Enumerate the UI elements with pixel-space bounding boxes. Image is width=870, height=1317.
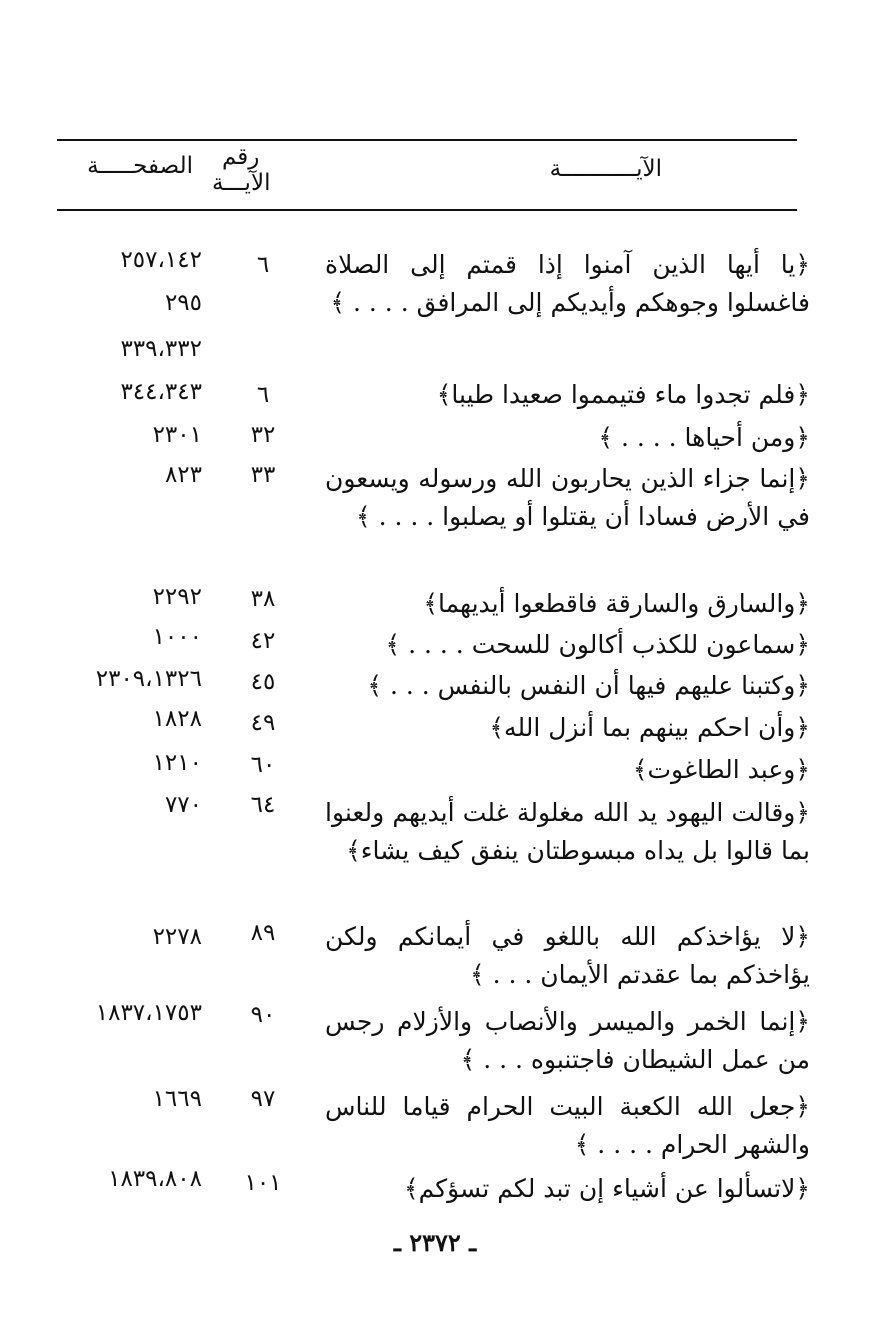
- page-reference: ٢٣٠٩،١٣٢٦: [95, 666, 202, 692]
- ayah-number: ١٠١: [244, 1170, 282, 1196]
- ayah-text: ﴿وكتبنا عليهم فيها أن النفس بالنفس . . . ﴾: [367, 671, 810, 700]
- page-reference: ١٠٠٠: [152, 624, 202, 650]
- ayah-number: ٦: [256, 252, 270, 278]
- top-rule: [57, 139, 797, 141]
- page-reference: ٢٣٠١: [152, 422, 202, 448]
- ayah-text: ﴿ومن أحياها . . . . ﴾: [598, 423, 810, 452]
- ayah-number: ٩٧: [250, 1086, 276, 1112]
- ayah-number: ٣٣: [250, 462, 276, 488]
- page-reference: ١٢١٠: [152, 750, 202, 776]
- page-reference: ٣٣٩،٣٣٢: [120, 336, 202, 362]
- page-number: ـ ٢٣٧٢ ـ: [393, 1228, 477, 1257]
- ayah-text: ﴿جعل الله الكعبة البيت الحرام قياما للناس والشهر الحرام . . . . ﴾: [325, 1092, 810, 1159]
- ayah-number: ٣٨: [250, 586, 276, 612]
- ayah-text: ﴿لا يؤاخذكم الله باللغو في أيمانكم ولكن يؤاخذكم بما عقدتم الأيمان . . . ﴾: [325, 922, 810, 989]
- ayah-number: ٨٩: [250, 920, 276, 946]
- ayah-number: ٩٠: [250, 1002, 276, 1028]
- header-page-label: الصفحـــــة: [87, 153, 193, 179]
- ayah-number: ٣٢: [250, 422, 276, 448]
- ayah-text: ﴿إنما الخمر والميسر والأنصاب والأزلام رجس من عمل الشيطان فاجتنبوه . . . ﴾: [325, 1007, 810, 1074]
- page-reference: ١٨٣٧،١٧٥٣: [95, 1000, 202, 1026]
- header-bottom-rule: [57, 209, 797, 211]
- ayah-text: ﴿يا أيها الذين آمنوا إذا قمتم إلى الصلاة فاغسلوا وجوهكم وأيديكم إلى المرافق . . . . ﴾: [325, 250, 810, 317]
- ayah-text: ﴿وعبد الطاغوت﴾: [632, 755, 810, 784]
- ayah-text: ﴿سماعون للكذب أكالون للسحت . . . . ﴾: [385, 630, 810, 659]
- ayah-text: ﴿وقالت اليهود يد الله مغلولة غلت أيديهم ولعنوا بما قالوا بل يداه مبسوطتان ينفق كيف يشاء﴾: [325, 798, 810, 865]
- page-reference: ٢٥٧،١٤٢: [120, 247, 202, 273]
- ayah-text: ﴿وأن احكم بينهم بما أنزل الله﴾: [489, 713, 810, 742]
- ayah-text: ﴿فلم تجدوا ماء فتيمموا صعيدا طيبا﴾: [436, 380, 810, 409]
- header-ayah-number-label-line2: الآيـــة: [212, 170, 271, 196]
- page-reference: ٧٧٠: [164, 792, 202, 818]
- page-reference: ٢٢٩٢: [152, 584, 202, 610]
- page-reference: ١٦٦٩: [152, 1086, 202, 1112]
- ayah-number: ٦: [256, 382, 270, 408]
- ayah-number: ٤٩: [250, 710, 276, 736]
- ayah-number: ٦٠: [250, 752, 276, 778]
- ayah-text: ﴿لاتسألوا عن أشياء إن تبد لكم تسؤكم﴾: [403, 1174, 810, 1203]
- ayah-number: ٦٤: [250, 792, 276, 818]
- page-reference: ٣٤٤،٣٤٣: [120, 379, 202, 405]
- ayah-number: ٤٥: [250, 669, 276, 695]
- page-reference: ٢٩٥: [164, 290, 202, 316]
- page-reference: ٨٢٣: [164, 462, 202, 488]
- header-ayah-label: الآيـــــــــــة: [549, 156, 662, 182]
- ayah-text: ﴿إنما جزاء الذين يحاربون الله ورسوله ويسعون في الأرض فسادا أن يقتلوا أو يصلبوا . . . . ﴾: [325, 464, 810, 531]
- ayah-text: ﴿والسارق والسارقة فاقطعوا أيديهما﴾: [423, 589, 810, 618]
- page-reference: ١٨٢٨: [152, 706, 202, 732]
- page-reference: ٢٢٧٨: [152, 924, 202, 950]
- ayah-number: ٤٢: [250, 628, 276, 654]
- page-reference: ١٨٣٩،٨٠٨: [108, 1166, 202, 1192]
- header-ayah-number-label-line1: رقم: [222, 144, 260, 170]
